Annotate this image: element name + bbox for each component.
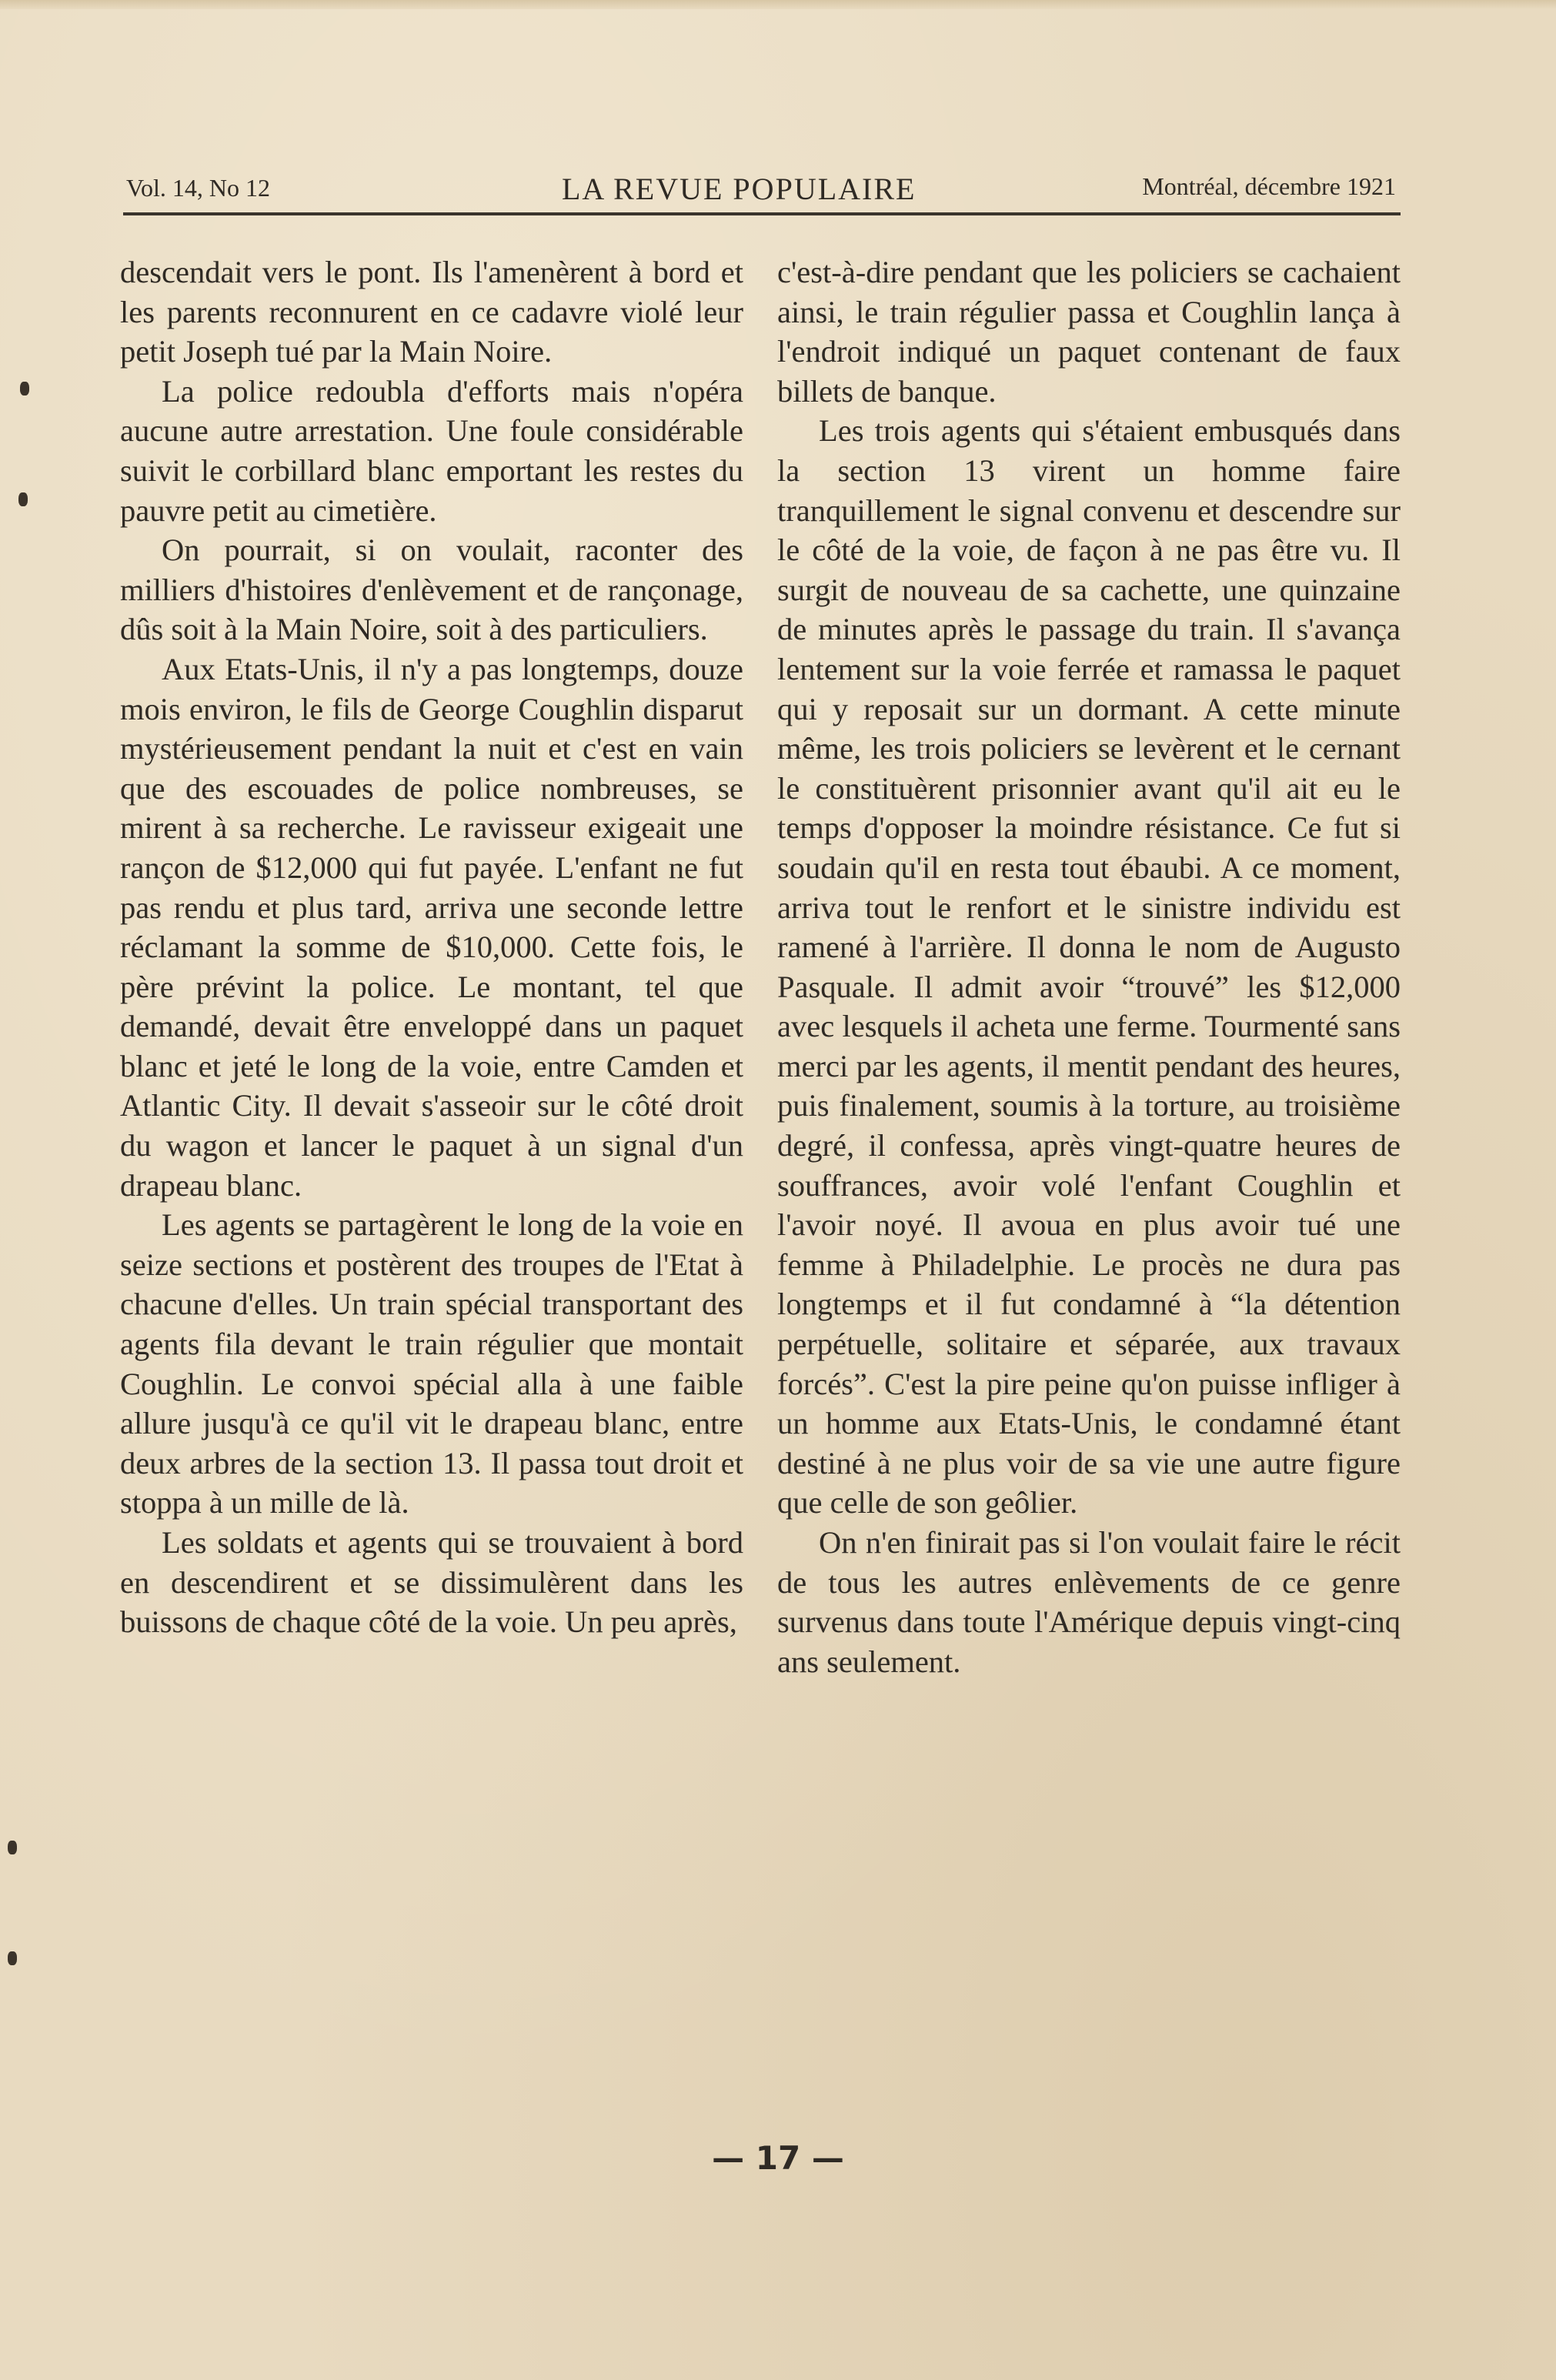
paragraph: La police redoubla d'efforts mais n'opéra aucune autre arrestation. Une foule considérable suivit le corbillard blanc emportant les restes du pauvre petit au cimetière.	[120, 373, 743, 528]
header-rule	[123, 212, 1401, 215]
binding-mark	[18, 492, 28, 506]
paragraph: Les agents se partagèrent le long de la voie en seize sections et postèrent des troupes de l'Etat à chacune d'elles. Un train spécial transportant des agents fila devant le train régulier que montait Coughlin. Le convoi spécial alla à une faible allure jusqu'à ce qu'il vit le drapeau blanc, entre deux arbres de la section 13. Il passa tout droit et stoppa à un mille de là.	[120, 1207, 743, 1520]
issue-date: Montréal, décembre 1921	[1142, 172, 1396, 200]
left-column	[120, 252, 743, 1642]
paragraph: Les trois agents qui s'étaient embusqués dans la section 13 virent un homme faire tranquillement le signal convenu et descendre sur le côté de la voie, de façon à ne pas être vu. Il surgit de nouveau de sa cachette, une quinzaine de minutes après le passage du train. Il s'avança lentement sur la voie ferrée et ramassa le paquet qui y reposait sur un dormant. A cette minute même, les trois policiers se levèrent et le cernant le constituèrent prisonnier avant qu'il ait eu le temps d'opposer la moindre résistance. Ce fut si soudain qu'il en resta tout ébaubi. A ce moment, arriva tout le renfort et le sinistre individu est ramené à l'arrière. Il donna le nom de Augusto Pasquale. Il admit avoir “trouvé” les $12,000 avec lesquels il acheta une ferme. Tourmenté sans merci par les agents, il mentit pendant des heures, puis finalement, soumis à la torture, au troisième degré, il confessa, après vingt-quatre heures de souffrances, avoir volé l'enfant Coughlin et l'avoir noyé. Il avoua en plus avoir tué une femme à Philadelphie. Le procès ne dura pas longtemps et il fut condamné à “la détention perpétuelle, solitaire et séparée, aux travaux forcés”. C'est la pire peine qu'on puisse infliger à un homme aux Etats-Unis, le condamné étant destiné à ne plus voir de sa vie une autre figure que celle de son geôlier.	[777, 413, 1401, 1520]
paragraph: Les soldats et agents qui se trouvaient à bord en descendirent et se dissimulèrent dans les buissons de chaque côté de la voie. Un peu après,	[120, 1525, 743, 1640]
paragraph: On pourrait, si on voulait, raconter des milliers d'histoires d'enlèvement et de rançonage, dûs soit à la Main Noire, soit à des particuliers.	[120, 532, 743, 647]
paragraph: Aux Etats-Unis, il n'y a pas longtemps, douze mois environ, le fils de George Coughlin disparut mystérieusement pendant la nuit et c'est en vain que des escouades de police nombreuses, se mirent à sa recherche. Le ravisseur exigeait une rançon de $12,000 qui fut payée. L'enfant ne fut pas rendu et plus tard, arriva une seconde lettre réclamant la somme de $10,000. Cette fois, le père prévint la police. Le montant, tel que demandé, devait être enveloppé dans un paquet blanc et jeté le long de la voie, entre Camden et Atlantic City. Il devait s'asseoir sur le côté droit du wagon et lancer le paquet à un signal d'un drapeau blanc.	[120, 651, 743, 1203]
volume-issue: Vol. 14, No 12	[126, 174, 270, 202]
magazine-title: LA REVUE POPULAIRE	[562, 172, 917, 206]
paragraph: On n'en finirait pas si l'on voulait faire le récit de tous les autres enlèvements de ce genre survenus dans toute l'Amérique depuis vingt-cinq ans seulement.	[777, 1525, 1401, 1679]
page-top-edge	[0, 0, 1556, 9]
paragraph: descendait vers le pont. Ils l'amenèrent à bord et les parents reconnurent en ce cadavre violé leur petit Joseph tué par la Main Noire.	[120, 255, 743, 369]
binding-mark	[20, 382, 29, 396]
binding-mark	[8, 1951, 17, 1965]
page-number: — 17 —	[712, 2139, 844, 2177]
right-column	[777, 252, 1401, 1681]
paragraph: c'est-à-dire pendant que les policiers se cachaient ainsi, le train régulier passa et Coughlin lança à l'endroit indiqué un paquet contenant de faux billets de banque.	[777, 255, 1401, 409]
binding-mark	[8, 1841, 17, 1854]
running-header	[123, 171, 1401, 209]
